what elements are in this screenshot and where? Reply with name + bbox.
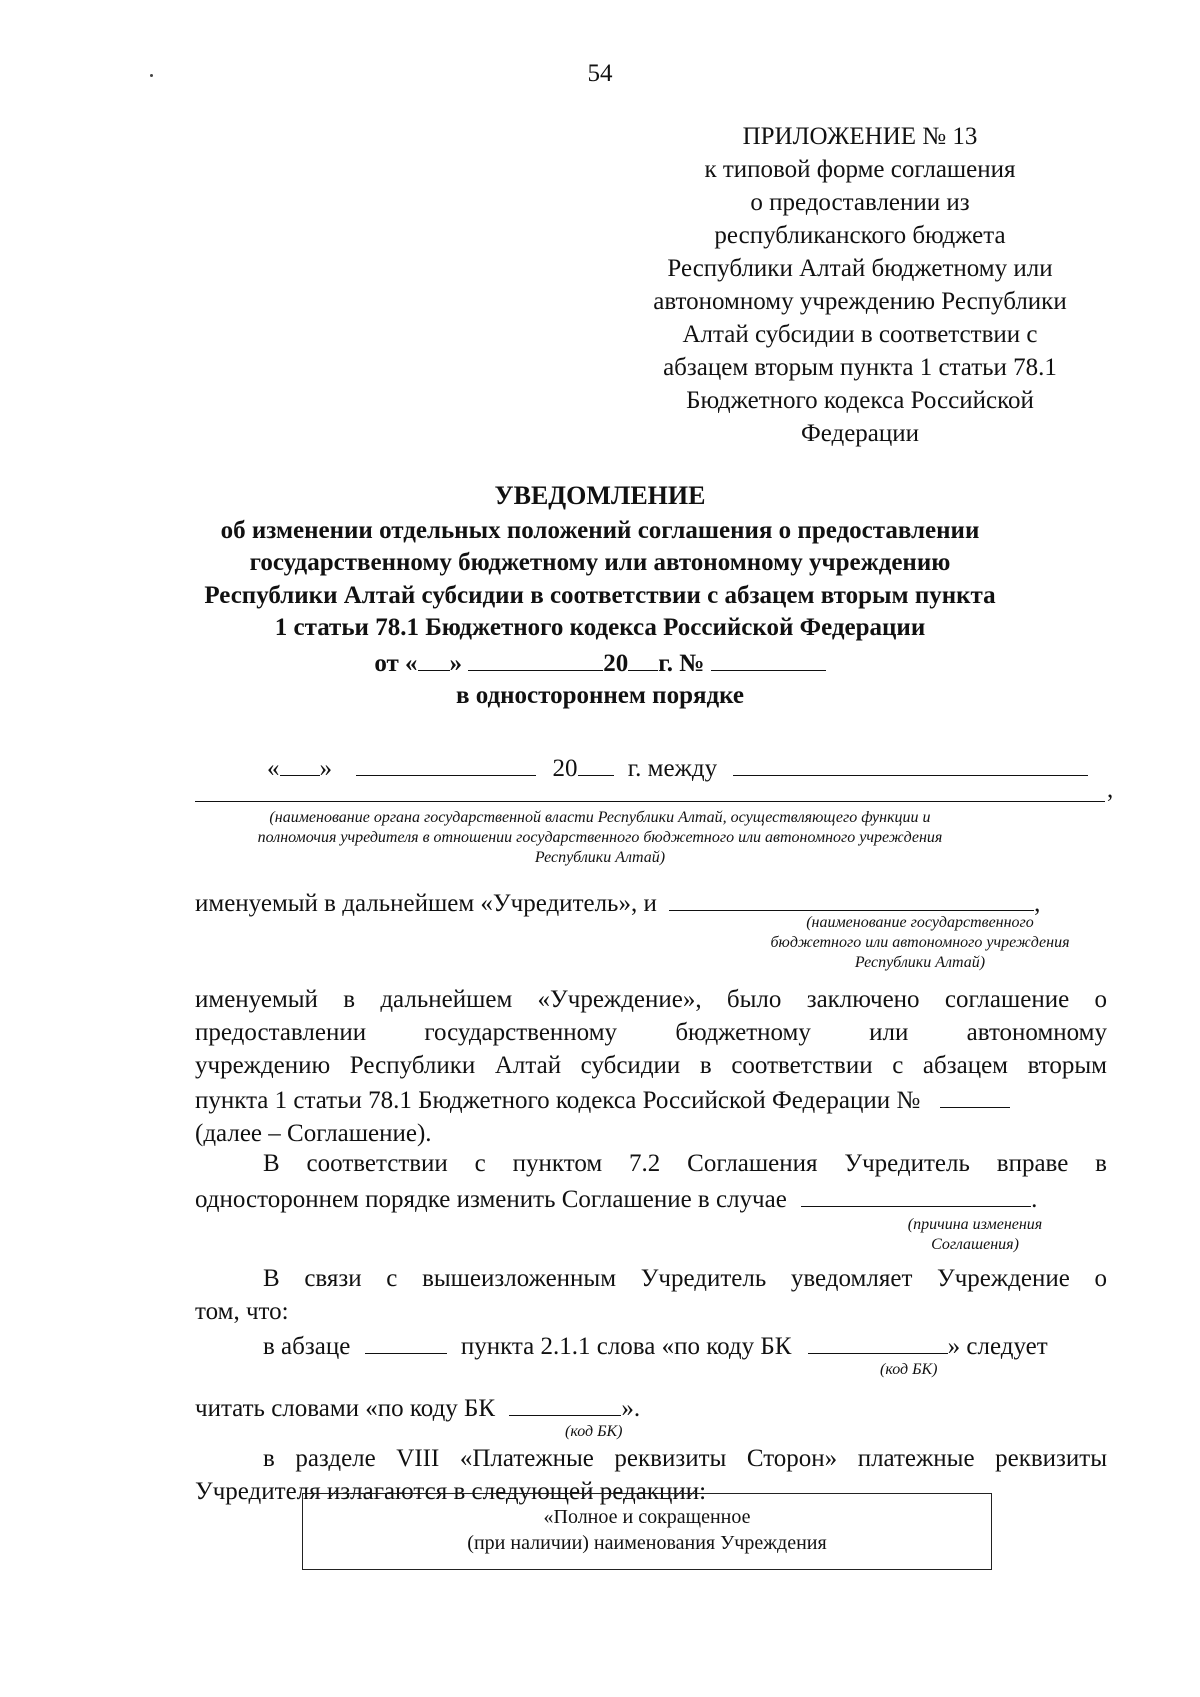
notice-title: УВЕДОМЛЕНИЕ [494,481,706,510]
paragraph-notification: В связи с вышеизложенным Учредитель уведомляет Учреждение о том, что: [195,1265,1107,1325]
reason-caption: (причина изменения Соглашения) [907,1216,1043,1253]
old-bk-code-caption: (код БК) [880,1361,938,1378]
paragraph-new-bk-code: читать словами «по коду БК ». [195,1390,640,1423]
founder-named-line: именуемый в дальнейшем «Учредитель», и , [195,885,1040,918]
appendix-line: Алтай субсидии в соответствии с [682,321,1038,348]
paragraph-unilateral: В соответствии с пунктом 7.2 Соглашения Учредитель вправе в одностороннем порядке изменить Соглашение в случае . [195,1150,1107,1213]
appendix-line: Республики Алтай бюджетному или [667,255,1053,282]
notice-heading [0,480,1200,713]
notice-subtitle-line: об изменении отдельных положений соглашения о предоставлении [220,516,980,544]
institution-caption: (наименование государственного бюджетного или автономного учреждения Республики Алтай) [770,914,1070,971]
intro-date-line: « » 20 г. между [267,750,1088,783]
appendix-line: Федерации [800,420,920,447]
reason-blank[interactable] [801,1181,1031,1207]
table-cell-line: (при наличии) наименования Учреждения [467,1532,827,1554]
old-bk-code-blank[interactable] [808,1328,948,1354]
year-blank[interactable] [628,645,658,671]
day-blank[interactable] [418,645,450,671]
month-blank[interactable] [468,645,603,671]
paragraph-number-blank[interactable] [365,1328,447,1354]
intro-day-blank[interactable] [280,750,320,776]
table-cell-line: «Полное и сокращенное [543,1506,751,1528]
appendix-line: Бюджетного кодекса Российской [686,387,1034,414]
appendix-line: республиканского бюджета [714,222,1006,249]
intro-month-blank[interactable] [356,750,536,776]
new-bk-code-caption: (код БК) [565,1423,623,1440]
intro-year-blank[interactable] [578,750,614,776]
appendix-header [600,120,1120,450]
appendix-line: к типовой форме соглашения [704,156,1016,183]
notice-subtitle-line: Республики Алтай субсидии в соответствии с абзацем вторым пункта [204,581,996,609]
founder-name-blank[interactable] [195,783,1105,802]
institution-name-blank[interactable] [669,885,1034,911]
new-bk-code-blank[interactable] [509,1390,621,1416]
number-blank[interactable] [711,645,826,671]
payment-details-table [302,1493,992,1570]
paragraph-bk-code: в абзаце пункта 2.1.1 слова «по коду БК » следует [263,1328,1048,1361]
notice-date-line: от « » 20 г. № [0,645,1200,681]
founder-caption: (наименование органа государственной власти Республики Алтай, осуществляющего функции и полномочия учредителя в отношении государственного бюджетного или автономного учреждения Республики Алтай) [257,809,943,866]
agreement-number-blank[interactable] [940,1082,1010,1108]
notice-subtitle-line: 1 статьи 78.1 Бюджетного кодекса Российской Федерации [274,614,926,641]
notice-subtitle-line: государственному бюджетному или автономному учреждению [249,549,951,576]
paragraph-payment-details: в разделе VIII «Платежные реквизиты Сторон» платежные реквизиты Учредителя излагаются в следующей редакции: [195,1445,1107,1505]
appendix-line: ПРИЛОЖЕНИЕ № 13 [742,123,978,150]
comma: , [1107,776,1114,803]
notice-order: в одностороннем порядке [455,682,745,709]
page-number: 54 [587,60,613,87]
appendix-line: автономному учреждению Республики [653,288,1067,315]
intro-party-blank[interactable] [733,750,1088,776]
appendix-line: о предоставлении из [750,189,970,216]
appendix-line: абзацем вторым пункта 1 статьи 78.1 [663,354,1057,381]
paragraph-agreement: именуемый в дальнейшем «Учреждение», было заключено соглашение о предоставлении государственному бюджетному или автономному учреждению Республики Алтай субсидии в соответствии с абзацем вторым пункта 1 статьи 78.1 Бюджетного кодекса Российской Федерации № (далее – Соглашение). [195,986,1107,1147]
